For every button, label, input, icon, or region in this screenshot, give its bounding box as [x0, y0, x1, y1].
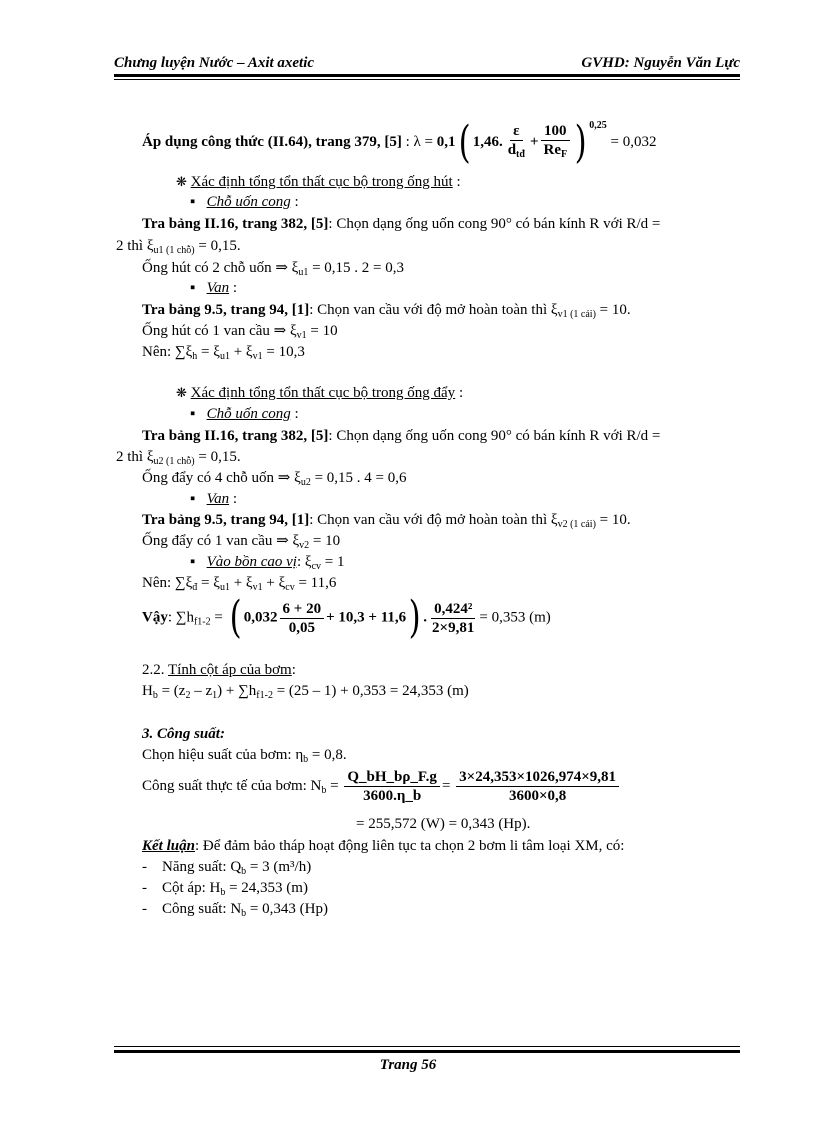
conclusion-item: - Cột áp: $H_b = 24,353$ (m)	[142, 880, 308, 898]
star-bullet-icon: ❋	[176, 174, 187, 189]
suction-title: ❋ Xác định tổng tổn thất cục bộ trong ống hút :	[176, 174, 461, 190]
footer-rule-thin	[114, 1046, 740, 1047]
suction-bend-text: Tra bảng II.16, trang 382, [5]: Chọn dạng ống uốn cong 90° có bán kính R với R/d =	[142, 216, 661, 232]
power-formula: Công suất thực tế của bơm: $N_b$ = $\frac{Q\_bH\_b\rho\_F.g}{3600.\eta\_b}$ = $\frac{3\times 24,353\times 1026,974\times 9,81}{3600\times 0,8}$	[142, 766, 621, 811]
suction-bend-line3: Ống hút có 2 chỗ uốn ⇒ $\xi_{u1} = 0,15$ . 2 = 0,3	[142, 260, 404, 278]
suction-valve-label: ▪ Van :	[190, 280, 237, 296]
star-bullet-icon: ❋	[176, 385, 187, 400]
page-number: Trang 56	[379, 1057, 437, 1073]
efficiency-line: Chọn hiệu suất của bơm: $\eta_b = 0,8$.	[142, 747, 347, 765]
discharge-title: ❋ Xác định tổng tổn thất cục bộ trong ống đẩy :	[176, 385, 464, 401]
head-title: 2.2. Tính cột áp của bơm:	[142, 662, 296, 678]
suction-bend-label: ▪ Chỗ uốn cong :	[190, 194, 299, 210]
header-right: GVHD: Nguyễn Văn Lực	[581, 55, 740, 71]
discharge-bend-label: ▪ Chỗ uốn cong :	[190, 406, 299, 422]
discharge-bend-text: Tra bảng II.16, trang 382, [5]: Chọn dạng ống uốn cong 90° có bán kính R với R/d =	[142, 428, 661, 444]
page-header	[114, 50, 740, 72]
header-left: Chưng luyện Nước – Axit axetic	[114, 55, 315, 71]
suction-valve-text: Tra bảng 9.5, trang 94, [1]: Chọn van cầu với độ mở hoàn toàn thì $\xi_{v1 (1 cái)} = 10$.	[142, 302, 631, 320]
conclusion-item: - Công suất: $N_b = 0,343$ (Hp)	[142, 901, 328, 919]
lambda-formula: Áp dụng công thức (II.64), trang 379, [5] : λ = 0,1( 1,46. $\frac{\varepsilon}{d_{tđ}}$ + $\frac{100}{Re_F}$ ) $^{0,25}$ = 0,032	[142, 116, 657, 168]
head-equation: $H_b = (z_2 - z_1) + \sum h_{f1-2} = (25 - 1) + 0,353 = 24,353$ (m)	[142, 683, 469, 701]
eps-fraction: $\frac{\varepsilon}{d_{tđ}}$	[507, 122, 525, 160]
total-loss-formula: Vậy: $\sum h_{f1-2}$ = ( 0,032 $\frac{6 + 20}{0,05}$ + 10,3 + 11,6) . $\frac{\text{0,424²}}{2\times 9,81}$ = 0,353 (m)	[142, 592, 551, 643]
right-paren: )	[574, 116, 587, 168]
discharge-valve-label: ▪ Van :	[190, 491, 237, 507]
header-rule	[114, 74, 740, 77]
discharge-bend-line2: 2 thì $\xi_{u2 (1 chỗ)} = 0,15$.	[116, 449, 241, 467]
left-paren: (	[458, 116, 471, 168]
discharge-valve-text: Tra bảng 9.5, trang 94, [1]: Chọn van cầu với độ mở hoàn toàn thì $\xi_{v2 (1 cái)} = 10$.	[142, 512, 631, 530]
suction-bend-line2: 2 thì $\xi_{u1 (1 chỗ)} = 0,15$.	[116, 238, 241, 256]
conclusion-item: - Năng suất: $Q_b = 3$ (m³/h)	[142, 859, 312, 877]
discharge-tank: ▪ Vào bồn cao vị: $\xi_{cv} = 1$	[190, 554, 345, 572]
power-heading: 3. Công suất:	[142, 726, 225, 742]
conclusion-line: Kết luận: Để đảm bảo tháp hoạt động liên tục ta chọn 2 bơm li tâm loại XM, có:	[142, 838, 625, 854]
re-fraction: $\frac{100}{Re_F}$	[541, 122, 571, 164]
discharge-bend-line3: Ống đẩy có 4 chỗ uốn ⇒ $\xi_{u2} = 0,15$ . 4 = 0,6	[142, 470, 407, 488]
footer-rule	[114, 1050, 740, 1053]
suction-valve-line2: Ống hút có 1 van cầu ⇒ $\xi_{v1} = 10$	[142, 323, 338, 341]
discharge-valve-line2: Ống đẩy có 1 van cầu ⇒ $\xi_{v2} = 10$	[142, 533, 341, 551]
discharge-sum: Nên: $\sum\xi_đ = \xi_{u1} + \xi_{v1} + \xi_{cv} = 11,6$	[142, 575, 337, 593]
suction-sum: Nên: $\sum\xi_h = \xi_{u1} + \xi_{v1} = 10,3$	[142, 344, 305, 362]
header-rule-thin	[114, 79, 740, 80]
power-result: = 255,572 (W) = 0,343 (Hp).	[356, 816, 531, 832]
